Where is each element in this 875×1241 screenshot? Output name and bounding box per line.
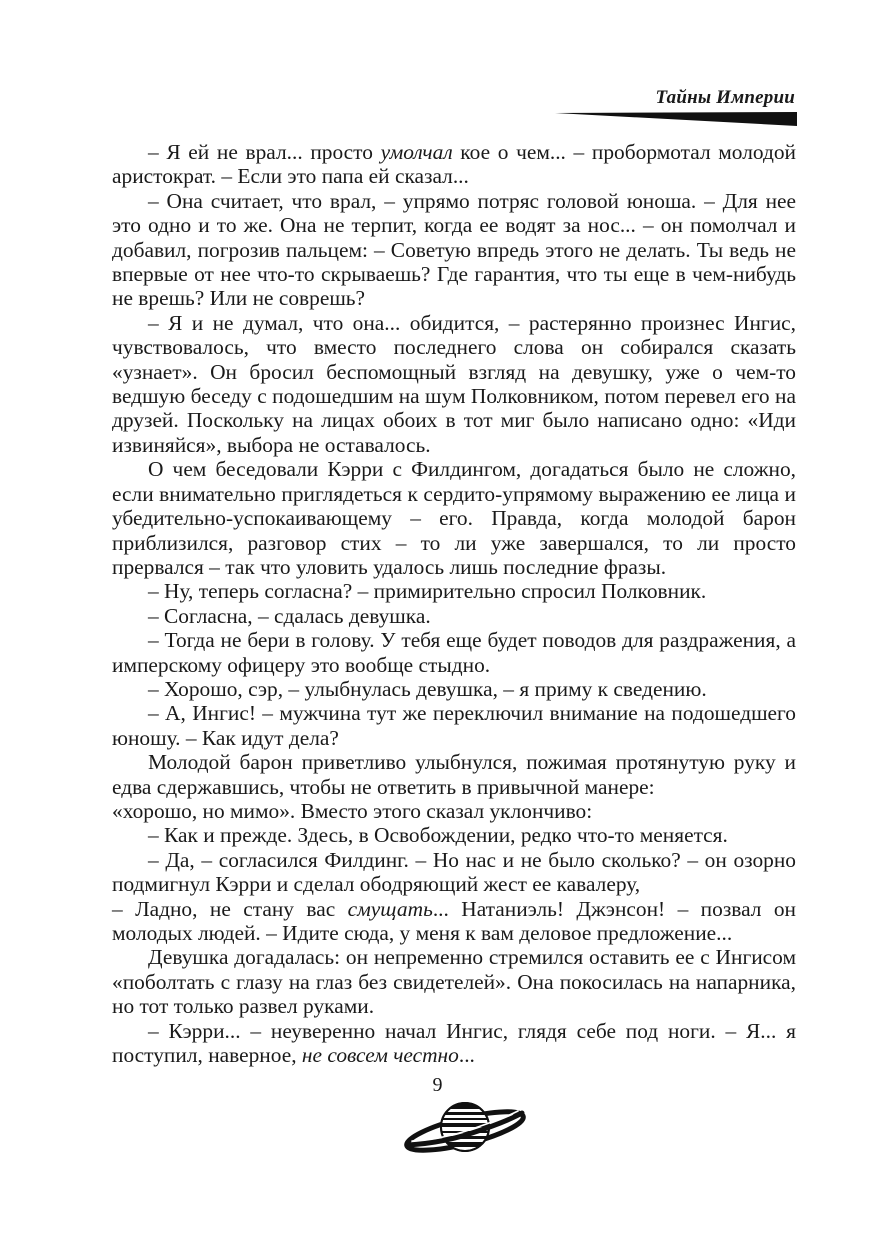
paragraph: – Как и прежде. Здесь, в Освобождении, редко что-то меняется. (148, 823, 728, 848)
emphasis: не совсем честно (301, 1043, 459, 1068)
paragraph: – А, Ингис! – мужчина тут же переключил внимание на подошедшего юношу. – Как идут дела? (112, 701, 796, 750)
emphasis: смущать (347, 896, 433, 921)
paragraph: – Хорошо, сэр, – улыбнулась девушка, – я приму к сведению. (148, 676, 707, 701)
paragraph: «хорошо, но мимо». Вместо этого сказал уклончиво: (112, 798, 593, 823)
paragraph: – Да, – согласился Филдинг. – Но нас и не было сколько? – он озорно подмигнул Кэрри и сделал ободряющий жест ее кавалеру, (112, 847, 796, 897)
paragraph: Молодой барон приветливо улыбнулся, пожимая протянутую руку и едва сдержавшись, чтобы не ответить в привычной манере: (112, 750, 796, 799)
paragraph: – Я ей не врал... просто умолчал кое о чем... – пробормотал молодой аристократ. – Если это папа ей сказал... (112, 140, 796, 189)
paragraph: – Ну, теперь согласна? – примирительно спросил Полковник. (148, 579, 707, 604)
paragraph: – Кэрри... – неуверенно начал Ингис, глядя себе под ноги. – Я... я поступил, наверное, не совсем честно... (112, 1018, 796, 1068)
running-head-title: Тайны Империи (655, 87, 795, 108)
paragraph: Девушка догадалась: он непременно стремился оставить ее с Ингисом «поболтать с глазу на глаз без свидетелей». Она покосилась на напарника, но тот только развел руками. (112, 945, 796, 1019)
paragraph: – Я и не думал, что она... обидится, – растерянно произнес Ингис, чувствовалось, что вместо последнего слова он собирался сказать «узнает». Он бросил беспомощный взгляд на девушку, уже о чем-то ведшую беседу с подошедшим на шум Полковником, потом перевел его на друзей. Поскольку на лицах обоих в тот миг было написано одно: «Иди извиняйся», выбора не оставалось. (112, 310, 796, 457)
body-text (112, 140, 796, 1067)
paragraph: – Тогда не бери в голову. У тебя еще будет поводов для раздражения, а имперскому офицеру это вообще стыдно. (112, 628, 796, 677)
paragraph: – Согласна, – сдалась девушка. (148, 603, 431, 628)
paragraph: О чем беседовали Кэрри с Филдингом, догадаться было не сложно, если внимательно приглядеться к сердито-упрямому выражению ее лица и убедительно-успокаивающему – его. Правда, когда молодой барон приблизился, разговор стих – то ли уже завершался, то ли просто прервался – так что уловить удалось лишь последние фразы. (112, 457, 796, 579)
paragraph: – Она считает, что врал, – упрямо потряс головой юноша. – Для нее это одно и то же. Она не терпит, когда ее водят за нос... – он помолчал и добавил, погрозив пальцем: – Советую впредь этого не делать. Ты ведь не впервые от нее что-то скрываешь? Где гарантия, что ты еще в чем-нибудь не врешь? Или не соврешь? (112, 188, 796, 311)
header-wedge-rule (555, 112, 797, 126)
paragraph: – Ладно, не стану вас смущать... Натаниэль! Джэнсон! – позвал он молодых людей. – Идите сюда, у меня к вам деловое предложение... (112, 896, 796, 945)
page-number: 9 (432, 1074, 443, 1096)
planet-ornament-icon (402, 1095, 528, 1157)
emphasis: умолчал (380, 140, 453, 164)
